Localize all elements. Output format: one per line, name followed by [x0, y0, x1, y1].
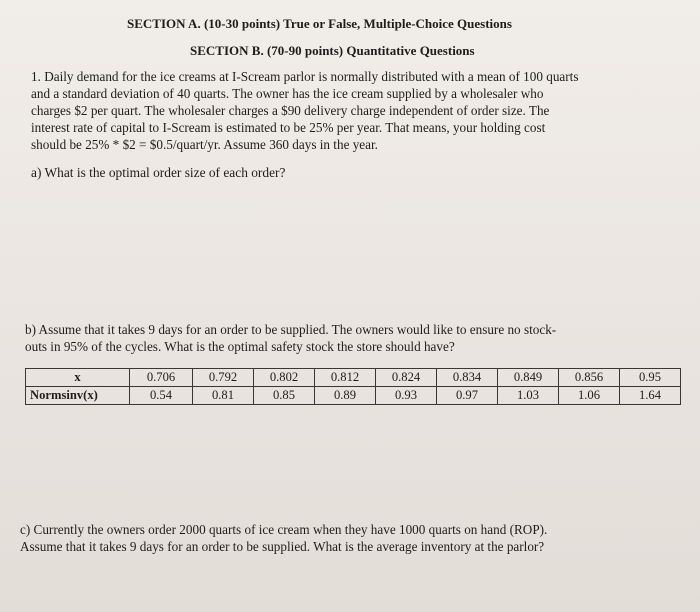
table-row-normsinv [26, 387, 681, 405]
table-cell: 0.802 [254, 369, 315, 387]
problem-line: charges $2 per quart. The wholesaler charges a $90 delivery charge independent of order size. The [31, 103, 550, 118]
question-b-line: b) Assume that it takes 9 days for an order to be supplied. The owners would like to ensure no stock- [25, 322, 557, 337]
table-cell: 0.95 [620, 369, 681, 387]
table-cell: 1.64 [620, 387, 681, 405]
table-cell: 0.54 [130, 387, 193, 405]
table-header-x: x [26, 369, 130, 387]
problem-line: and a standard deviation of 40 quarts. The owner has the ice cream supplied by a wholesaler who [31, 86, 544, 101]
table-cell: 0.81 [193, 387, 254, 405]
section-a-heading: SECTION A. (10-30 points) True or False, Multiple-Choice Questions [127, 16, 512, 31]
question-b-line: outs in 95% of the cycles. What is the optimal safety stock the store should have? [25, 339, 455, 354]
table-row-x [26, 369, 681, 387]
problem-line: interest rate of capital to I-Scream is estimated to be 25% per year. That means, your holding cost [31, 120, 546, 135]
question-a: a) What is the optimal order size of each order? [31, 165, 286, 180]
table-cell: 0.849 [498, 369, 559, 387]
table-cell: 1.03 [498, 387, 559, 405]
table-cell: 0.812 [315, 369, 376, 387]
table-cell: 0.834 [437, 369, 498, 387]
table-cell: 0.706 [130, 369, 193, 387]
question-c-line: c) Currently the owners order 2000 quarts of ice cream when they have 1000 quarts on hand (ROP). [20, 522, 548, 537]
table-cell: 0.89 [315, 387, 376, 405]
table-cell: 0.93 [376, 387, 437, 405]
table-cell: 0.792 [193, 369, 254, 387]
section-b-heading: SECTION B. (70-90 points) Quantitative Questions [190, 43, 475, 58]
table-header-normsinv: Normsinv(x) [26, 387, 130, 405]
table-cell: 0.824 [376, 369, 437, 387]
normsinv-table [25, 368, 681, 405]
problem-line: should be 25% * $2 = $0.5/quart/yr. Assume 360 days in the year. [31, 137, 378, 152]
table-cell: 0.85 [254, 387, 315, 405]
table-cell: 0.97 [437, 387, 498, 405]
problem-line: 1. Daily demand for the ice creams at I-Scream parlor is normally distributed with a mean of 100 quarts [31, 69, 579, 84]
table-cell: 0.856 [559, 369, 620, 387]
question-c-line: Assume that it takes 9 days for an order to be supplied. What is the average inventory at the parlor? [20, 539, 545, 554]
table-cell: 1.06 [559, 387, 620, 405]
